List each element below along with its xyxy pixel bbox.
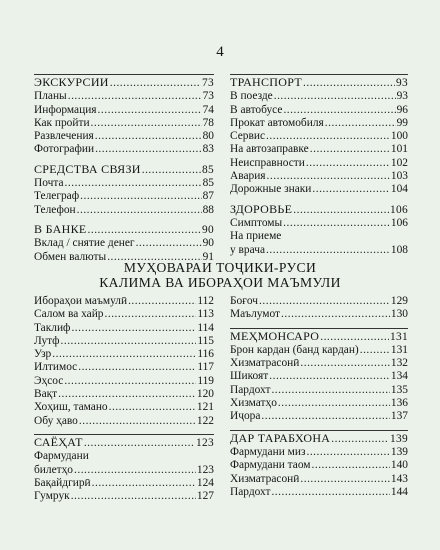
entry-label: Илтимос: [34, 361, 78, 374]
toc-entry[interactable]: [34, 295, 214, 308]
toc-entry[interactable]: [34, 104, 214, 117]
dot-leader: [78, 361, 196, 374]
entry-label: Симптомы: [230, 216, 283, 229]
dot-leader: [331, 433, 389, 446]
entry-label: Гумрук: [34, 490, 70, 503]
page-ref: 144: [390, 485, 408, 498]
dot-leader: [128, 295, 196, 308]
page-ref: 143: [390, 472, 408, 485]
entry-label: Неисправности: [230, 156, 305, 169]
page-ref: 73: [202, 90, 214, 103]
dot-leader: [95, 143, 202, 156]
toc-entry[interactable]: [230, 486, 408, 499]
section-title: В БАНКЕ: [34, 221, 87, 236]
toc-entry[interactable]: [34, 401, 214, 414]
entry-label: Пардохт: [230, 485, 271, 498]
dot-leader: [109, 401, 196, 414]
page-ref: 73: [202, 77, 214, 89]
page-ref: 120: [196, 388, 214, 401]
toc-entry[interactable]: [230, 397, 408, 410]
page-ref: 104: [390, 183, 408, 196]
entry-label-line1[interactable]: Фармудани: [34, 450, 89, 463]
toc-entry[interactable]: [34, 490, 214, 503]
page-ref: 93: [396, 77, 408, 89]
entry-label: Салом ва хайр: [34, 308, 104, 321]
page-ref: 106: [390, 216, 408, 229]
toc-entry[interactable]: [34, 177, 214, 190]
entry-label: Иҷора: [230, 410, 261, 423]
dot-leader: [65, 177, 202, 190]
dot-leader: [77, 204, 202, 217]
toc-section-heading[interactable]: [34, 223, 214, 237]
page-ref: 113: [197, 308, 214, 321]
dot-leader: [306, 446, 389, 459]
dot-leader: [261, 410, 390, 423]
entry-label: Как пройти: [34, 116, 90, 129]
toc-entry[interactable]: [230, 157, 408, 170]
page-ref: 131: [390, 343, 408, 356]
dot-leader: [267, 170, 390, 183]
dot-leader: [278, 397, 390, 410]
entry-label: Фотографии: [34, 143, 95, 156]
dot-leader: [91, 117, 202, 130]
section-heading-line1: МУҲОВАРАИ ТОҶИКИ-РУСИ: [123, 260, 317, 275]
entry-label: Шикоят: [230, 370, 269, 383]
entry-label: Пардохт: [230, 383, 271, 396]
toc-section-heading[interactable]: [230, 74, 408, 90]
page-ref: 140: [390, 459, 408, 472]
page-ref: 116: [197, 348, 214, 361]
section-title: ДАР ТАРАБХОНА: [230, 430, 331, 445]
entry-label: Обмен валюты: [34, 250, 107, 263]
entry-label: Почта: [34, 177, 64, 190]
entry-label: В автобусе: [230, 103, 283, 116]
dot-leader: [300, 473, 390, 486]
entry-label: Узр: [34, 348, 52, 361]
entry-label: Фармудани таом: [230, 459, 311, 472]
page-ref: 121: [196, 401, 214, 414]
toc-entry[interactable]: [230, 473, 408, 486]
entry-label: Маълумот: [230, 308, 281, 321]
entry-label-line2: билетҳо: [34, 463, 73, 476]
page-ref: 115: [197, 334, 214, 347]
toc-entry[interactable]: [34, 308, 214, 321]
page-ref: 103: [390, 170, 408, 183]
dot-leader: [320, 331, 389, 344]
section-title: СРЕДСТВА СВЯЗИ: [34, 161, 141, 176]
toc-entry[interactable]: [230, 410, 408, 423]
page-ref: 114: [197, 321, 214, 334]
entry-label: Информация: [34, 103, 97, 116]
dot-leader: [274, 90, 396, 103]
entry-label: Фармудани миз: [230, 445, 306, 458]
toc-entry[interactable]: [230, 143, 408, 156]
section-heading-line2: КАЛИМА ВА ИБОРАҲОИ МАЪМУЛИ: [99, 275, 341, 290]
toc-entry[interactable]: [34, 335, 214, 348]
entry-label: Хизматрасонӣ: [230, 472, 300, 485]
toc-entry[interactable]: [230, 308, 408, 321]
toc-entry[interactable]: [230, 170, 408, 183]
toc-section-heading[interactable]: [230, 203, 408, 217]
toc-entry[interactable]: [34, 415, 214, 428]
toc-entry[interactable]: [34, 375, 214, 388]
dot-leader: [61, 335, 197, 348]
toc-entry[interactable]: [34, 204, 214, 217]
entry-label: Телеграф: [34, 190, 80, 203]
page-ref: 122: [196, 414, 214, 427]
page-ref: 74: [202, 103, 214, 116]
page-ref: 108: [390, 243, 408, 256]
toc-entry[interactable]: [34, 464, 214, 477]
page-ref: 124: [196, 476, 214, 489]
toc-entry[interactable]: [34, 190, 214, 203]
entry-label: Бақайдгирӣ: [34, 476, 91, 489]
entry-label-line2: у врача: [230, 243, 266, 256]
page-ref: 127: [196, 490, 214, 503]
toc-entry[interactable]: [230, 244, 408, 257]
toc-column-top-right: [230, 74, 408, 257]
page-ref: 134: [390, 370, 408, 383]
dot-leader: [110, 77, 201, 90]
dot-leader: [71, 322, 196, 335]
page-ref: 123: [196, 436, 214, 449]
entry-label: Хизматрасонӣ: [230, 357, 300, 370]
toc-column-top-left: [34, 74, 214, 264]
toc-entry[interactable]: [34, 143, 214, 156]
toc-entry[interactable]: [230, 295, 408, 308]
entry-label: Боғоч: [230, 295, 259, 307]
entry-label: Авария: [230, 170, 266, 183]
page-ref: 135: [390, 383, 408, 396]
dot-leader: [58, 388, 196, 401]
page-ref: 90: [202, 237, 214, 250]
entry-label: Таклиф: [34, 321, 71, 334]
dot-leader: [71, 490, 196, 503]
toc-entry[interactable]: [34, 117, 214, 130]
entry-label: Телефон: [34, 203, 76, 216]
page-ref: 130: [390, 308, 408, 321]
toc-entry[interactable]: [230, 90, 408, 103]
toc-column-bottom-left: [34, 295, 214, 503]
entry-label: Планы: [34, 90, 67, 103]
page-ref: 102: [390, 156, 408, 169]
toc-section-heading[interactable]: [34, 163, 214, 177]
section-title: ЗДОРОВЬЕ: [230, 201, 293, 216]
dot-leader: [312, 459, 390, 472]
page-number: 4: [216, 44, 224, 60]
entry-label: Ибораҳои маъмулӣ: [34, 295, 128, 307]
entry-label: Хизматҳо: [230, 397, 277, 410]
dot-leader: [360, 344, 390, 357]
page-ref: 91: [202, 250, 214, 263]
entry-label: В поезде: [230, 90, 273, 103]
section-title: ЭКСКУРСИИ: [34, 75, 109, 89]
page-ref: 100: [390, 130, 408, 143]
toc-section-heading[interactable]: [34, 434, 214, 450]
toc-section-heading[interactable]: [230, 430, 408, 446]
dot-leader: [271, 486, 389, 499]
dot-leader: [88, 224, 201, 237]
dot-leader: [283, 104, 395, 117]
page-ref: 83: [202, 143, 214, 156]
page-ref: 112: [197, 295, 214, 307]
page-ref: 93: [396, 90, 408, 103]
entry-label: Развлечения: [34, 130, 94, 143]
dot-leader: [142, 164, 201, 177]
dot-leader: [281, 308, 390, 321]
entry-label: Хоҳиш, тамано: [34, 401, 108, 414]
toc-entry[interactable]: [230, 344, 408, 357]
page-ref: 123: [196, 463, 214, 476]
toc-entry[interactable]: [34, 477, 214, 490]
entry-label: Вақт: [34, 388, 58, 401]
dot-leader: [84, 437, 195, 450]
entry-label: Эҳсос: [34, 374, 64, 387]
dot-leader: [74, 464, 196, 477]
toc-entry[interactable]: [34, 348, 214, 361]
dot-leader: [92, 477, 196, 490]
dot-leader: [52, 348, 196, 361]
page-ref: 99: [396, 116, 408, 129]
section-title: ТРАНСПОРТ: [230, 75, 302, 89]
page-ref: 96: [396, 103, 408, 116]
toc-section-heading[interactable]: [34, 74, 214, 90]
entry-label: Дорожные знаки: [230, 183, 312, 196]
entry-label: Лутф: [34, 334, 60, 347]
dot-leader: [79, 415, 196, 428]
page-ref: 78: [202, 116, 214, 129]
toc-entry[interactable]: [230, 183, 408, 196]
section-title: САЁҲАТ: [34, 434, 83, 449]
dot-leader: [80, 190, 201, 203]
entry-label: Прокат автомобиля: [230, 116, 324, 129]
page-ref: 139: [390, 445, 408, 458]
dot-leader: [312, 183, 390, 196]
dot-leader: [293, 204, 389, 217]
toc-entry[interactable]: [230, 459, 408, 472]
page-ref: 119: [197, 374, 214, 387]
page-ref: 132: [390, 357, 408, 370]
dot-leader: [95, 130, 202, 143]
entry-label: Сервис: [230, 130, 266, 143]
dot-leader: [300, 357, 390, 370]
dot-leader: [68, 90, 202, 103]
dot-leader: [271, 384, 389, 397]
toc-entry[interactable]: [34, 388, 214, 401]
dot-leader: [325, 117, 396, 130]
page-ref: 131: [390, 330, 408, 343]
dot-leader: [259, 295, 390, 308]
toc-entry[interactable]: [230, 104, 408, 117]
page-ref: 85: [202, 163, 214, 176]
page-ref: 129: [390, 295, 408, 307]
page-ref: 88: [202, 203, 214, 216]
page-ref: 137: [390, 410, 408, 423]
page-ref: 106: [390, 203, 408, 216]
entry-label: Вклад / снятие денег: [34, 237, 135, 250]
page-ref: 85: [202, 177, 214, 190]
dot-leader: [136, 237, 202, 250]
dot-leader: [266, 130, 390, 143]
toc-section-heading[interactable]: [230, 328, 408, 344]
dot-leader: [105, 308, 197, 321]
page-ref: 87: [202, 190, 214, 203]
page-ref: 101: [390, 143, 408, 156]
page-ref: 90: [202, 223, 214, 236]
dot-leader: [98, 104, 202, 117]
section-title: МЕҲМОНСАРО: [230, 328, 320, 343]
toc-entry[interactable]: [230, 370, 408, 383]
page-ref: 139: [390, 432, 408, 445]
toc-entry[interactable]: [230, 117, 408, 130]
toc-entry[interactable]: [230, 217, 408, 230]
dot-leader: [310, 143, 390, 156]
dot-leader: [269, 370, 390, 383]
toc-entry[interactable]: [34, 90, 214, 103]
entry-label: Обу ҳаво: [34, 414, 78, 427]
dot-leader: [266, 244, 390, 257]
toc-column-bottom-right: [230, 295, 408, 499]
page-ref: 136: [390, 397, 408, 410]
dot-leader: [303, 77, 395, 90]
dot-leader: [283, 217, 390, 230]
toc-entry[interactable]: [34, 237, 214, 250]
toc-entry[interactable]: [34, 322, 214, 335]
dot-leader: [306, 157, 390, 170]
toc-entry[interactable]: [230, 357, 408, 370]
toc-entry[interactable]: [230, 384, 408, 397]
toc-entry[interactable]: [230, 130, 408, 143]
toc-entry[interactable]: [230, 446, 408, 459]
entry-label: На автозаправке: [230, 143, 309, 156]
entry-label: Брон кардан (банд кардан): [230, 343, 359, 356]
dot-leader: [64, 375, 196, 388]
page-ref: 80: [202, 130, 214, 143]
page-ref: 117: [197, 361, 214, 374]
toc-entry[interactable]: [34, 130, 214, 143]
entry-label-line1[interactable]: На приеме: [230, 230, 282, 243]
toc-entry[interactable]: [34, 361, 214, 374]
